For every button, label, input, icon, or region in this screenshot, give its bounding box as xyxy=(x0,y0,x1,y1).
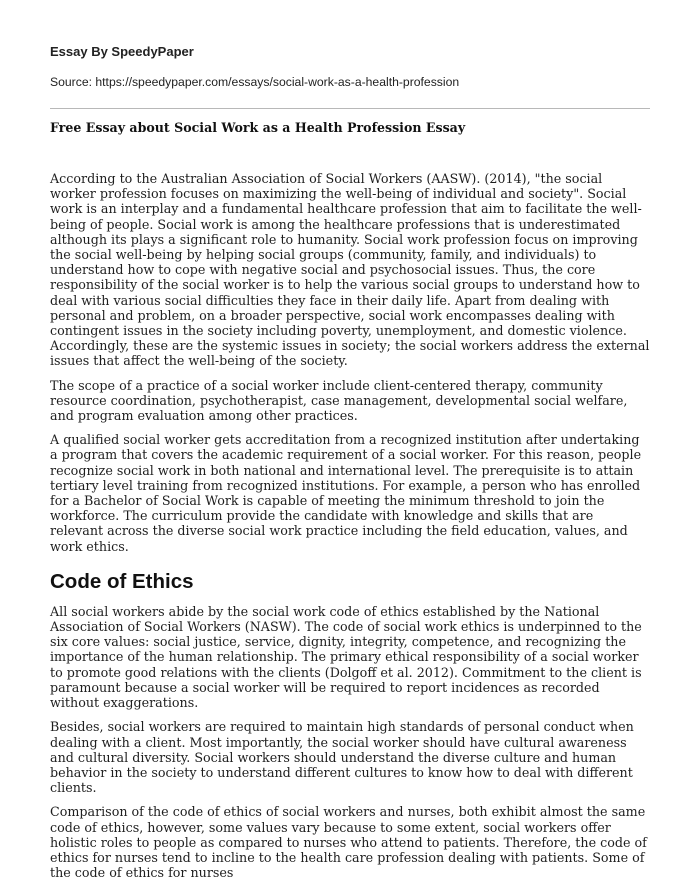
header-divider xyxy=(50,108,650,109)
body-paragraph: Besides, social workers are required to maintain high standards of personal conduct when dealing with a client. Most importantly, the social worker should have cultural awareness and cultural diversity. Social workers should understand the diverse culture and human behavior in the society to understand different cultures to know how to deal with different clients. xyxy=(50,719,634,796)
body-paragraph: The scope of a practice of a social worker include client-centered therapy, community resource coordination, psychotherapist, case management, developmental social welfare, and program evaluation among other practices. xyxy=(50,377,628,424)
essay-title: Free Essay about Social Work as a Health Profession Essay xyxy=(50,120,466,135)
brand-label: Essay By SpeedyPaper xyxy=(50,44,194,59)
document-header xyxy=(50,44,650,89)
section-heading: Code of Ethics xyxy=(50,569,194,593)
body-paragraph: Comparison of the code of ethics of social workers and nurses, both exhibit almost the same code of ethics, however, some values vary because to some extent, social workers offer holistic roles to people as compared to nurses who attend to patients. Therefore, the code of ethics for nurses tend to incline to the health care profession dealing with patients. Some of the code of ethics for nurses xyxy=(50,804,647,881)
body-paragraph: According to the Australian Association of Social Workers (AASW). (2014), "the social worker profession focuses on maximizing the well-being of individual and society". Social work is an interplay and a fundamental healthcare profession that aim to facilitate the well-being of people. Social work is among the healthcare professions that is underestimated although its plays a significant role to humanity. Social work profession focus on improving the social well-being by helping social groups (community, family, and individuals) to understand how to cope with negative social and psychosocial issues. Thus, the core responsibility of the social worker is to help the various social groups to understand how to deal with various social difficulties they face in their daily life. Apart from dealing with personal and problem, on a broader perspective, social work encompasses dealing with contingent issues in the society including poverty, unemployment, and domestic violence. Accordingly, these are the systemic issues in society; the social workers address the external issues that affect the well-being of the society. xyxy=(50,171,650,369)
source-line: Source: https://speedypaper.com/essays/social-work-as-a-health-profession xyxy=(50,75,460,89)
body-paragraph: All social workers abide by the social work code of ethics established by the National Association of Social Workers (NASW). The code of social work ethics is underpinned to the six core values: social justice, service, dignity, integrity, competence, and recognizing the importance of the human relationship. The primary ethical responsibility of a social worker to promote good relations with the clients (Dolgoff et al. 2012). Commitment to the client is paramount because a social worker will be required to report incidences as recorded without exaggerations. xyxy=(50,603,642,711)
body-paragraph: A qualified social worker gets accreditation from a recognized institution after undertaking a program that covers the academic requirement of a social worker. For this reason, people recognize social work in both national and international level. The prerequisite is to attain tertiary level training from recognized institutions. For example, a person who has enrolled for a Bachelor of Social Work is capable of meeting the minimum threshold to join the workforce. The curriculum provide the candidate with knowledge and skills that are relevant across the diverse social work practice including the field education, values, and work ethics. xyxy=(50,432,642,554)
essay-body xyxy=(50,171,650,889)
